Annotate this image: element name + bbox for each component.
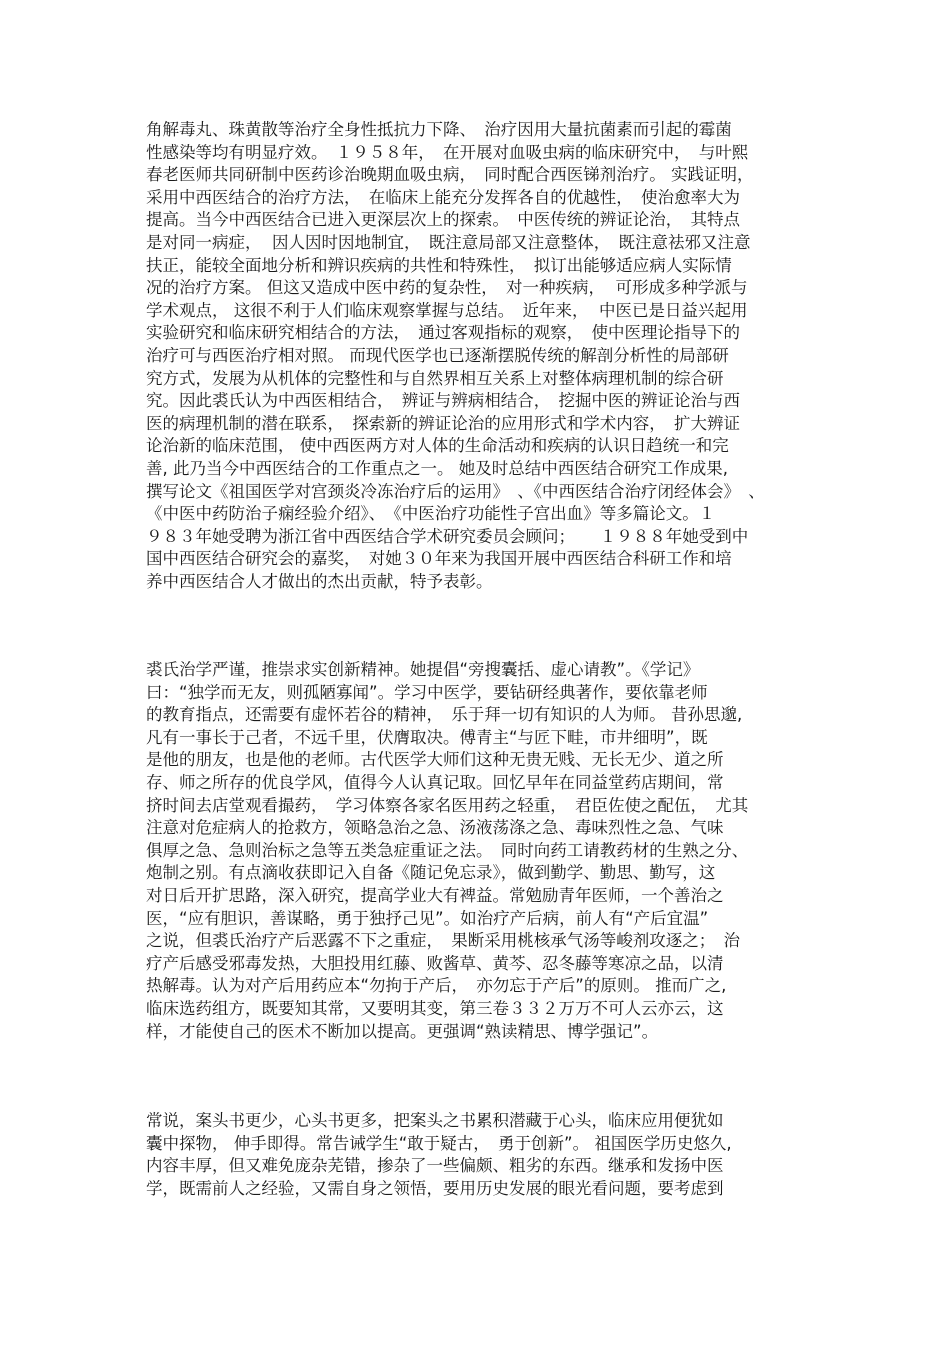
text-line: 囊中探物， 伸手即得。常告诫学生“敢于疑古， 勇于创新”。 祖国医学历史悠久, [146,1133,732,1153]
text-line: 提高。当今中西医结合已进入更深层次上的探索。 中医传统的辨证论治， 其特点 [146,210,740,230]
text-line: 扶正，能较全面地分析和辨识疾病的共性和特殊性， 拟订出能够适应病人实际情 [146,255,732,275]
text-line: 裘氏治学严谨，推崇求实创新精神。她提倡“旁搜囊括、虚心请教”。《学记》 [146,660,700,679]
text-line: 是他的朋友，也是他的老师。古代医学大师们这种无贵无贱、无长无少、道之所 [146,750,724,770]
text-line: 临床选药组方，既要知其常，又要明其变，第三卷３３２万万不可人云亦云，这 [146,998,724,1018]
text-line: 治疗可与西医治疗相对照。 而现代医学也已逐渐摆脱传统的解剖分析性的局部研 [146,345,729,365]
text-line: 国中西医结合研究会的嘉奖， 对她３０年来为我国开展中西医结合科研工作和培 [146,549,732,569]
text-line: 善, 此乃当今中西医结合的工作重点之一。 她及时总结中西医结合研究工作成果, [146,458,728,478]
text-line: 角解毒丸、珠黄散等治疗全身性抵抗力下降、 治疗因用大量抗菌素而引起的霉菌 [146,120,732,139]
text-line: 对日后开扩思路，深入研究，提高学业大有裨益。常勉励青年医师，一个善治之 [146,885,724,905]
paragraph-1 [146,119,826,593]
text-line: 医，“应有胆识，善谋略，勇于独抒己见”。如治疗产后病，前人有“产后宜温” [146,908,709,928]
text-line: 的教育指点，还需要有虚怀若谷的精神， 乐于拜一切有知识的人为师。 昔孙思邈, [146,705,743,725]
text-line: 是对同一病症， 因人因时因地制宜， 既注意局部又注意整体， 既注意祛邪又注意 [146,232,751,252]
text-line: 况的治疗方案。 但这又造成中医中药的复杂性， 对一种疾病， 可形成多种学派与 [146,278,748,298]
text-line: 春老医师共同研制中医药诊治晚期血吸虫病， 同时配合西医锑剂治疗。 实践证明， [146,165,754,185]
text-line: 常说，案头书更少，心头书更多，把案头之书累积潜藏于心头，临床应用便犹如 [146,1111,724,1130]
text-line: 样，才能使自己的医术不断加以提高。更强调“熟读精思、博学强记”。 [146,1021,659,1041]
text-line: 学术观点， 这很不利于人们临床观察掌握与总结。 近年来， 中医已是日益兴起用 [146,300,748,320]
text-line: 疗产后感受邪毒发热，大胆投用红藤、败酱草、黄芩、忍冬藤等寒凉之品，以清 [146,953,724,973]
text-line: 医的病理机制的潜在联系， 探索新的辨证论治的应用形式和学术内容， 扩大辨证 [146,413,740,433]
text-line: 究。因此裘氏认为中西医相结合， 辨证与辨病相结合， 挖掘中医的辨证论治与西 [146,391,740,411]
text-line: 凡有一事长于己者，不远千里，伏膺取决。傅青主“与匠下畦，市井细明”，既 [146,727,708,747]
text-line: 热解毒。认为对产后用药应本“勿拘于产后， 亦勿忘于产后”的原则。 推而广之, [146,976,727,996]
paragraph-2 [146,659,826,1043]
text-line: 究方式，发展为从机体的完整性和与自然界相互关系上对整体病理机制的综合研 [146,368,724,388]
text-line: 注意对危症病人的抢救方，领略急治之急、汤液荡涤之急、毒味烈性之急、气味 [146,818,724,838]
text-line: 俱厚之急、急则治标之急等五类急症重证之法。 同时向药工请教药材的生熟之分、 [146,840,749,860]
text-line: 炮制之别。有点滴收获即记入自备《随记免忘录》，做到勤学、勤思、勤写，这 [146,863,716,883]
text-line: 学，既需前人之经验，又需自身之领悟，要用历史发展的眼光看问题，要考虑到 [146,1178,724,1198]
text-line: 曰：“独学而无友，则孤陋寡闻”。学习中医学，要钻研经典著作，要依靠老师 [146,682,708,702]
text-line: 养中西医结合人才做出的杰出贡献，特予表彰。 [146,571,493,591]
paragraph-3 [146,1110,826,1200]
text-line: 性感染等均有明显疗效。 １９５８年， 在开展对血吸虫病的临床研究中， 与叶熙 [146,142,749,162]
text-line: 撰写论文《祖国医学对宫颈炎冷冻治疗后的运用》 、《中西医结合治疗闭经体会》 、 [146,481,765,501]
text-line: 存、师之所存的优良学风，值得今人认真记取。回忆早年在同益堂药店期间，常 [146,772,724,792]
text-line: 内容丰厚，但又难免庞杂芜错，掺杂了一些偏颇、粗劣的东西。继承和发扬中医 [146,1156,724,1176]
text-line: 挤时间去店堂观看撮药， 学习体察各家名医用药之轻重， 君臣佐使之配伍， 尤其 [146,795,749,815]
text-line: 实验研究和临床研究相结合的方法， 通过客观指标的观察， 使中医理论指导下的 [146,323,740,343]
text-line: 论治新的临床范围， 使中西医两方对人体的生命活动和疾病的认识日趋统一和完 [146,436,729,456]
text-line: 之说，但裘氏治疗产后恶露不下之重症， 果断采用桃核承气汤等峻剂攻逐之； 治 [146,931,740,951]
text-line: ９８３年她受聘为浙江省中西医结合学术研究委员会顾问； １９８８年她受到中 [146,526,749,546]
text-line: 《中医中药防治子痫经验介绍》、 《中医治疗功能性子宫出血》等多篇论文。１ [146,504,716,524]
text-line: 采用中西医结合的治疗方法， 在临床上能充分发挥各自的优越性， 使治愈率大为 [146,187,740,207]
